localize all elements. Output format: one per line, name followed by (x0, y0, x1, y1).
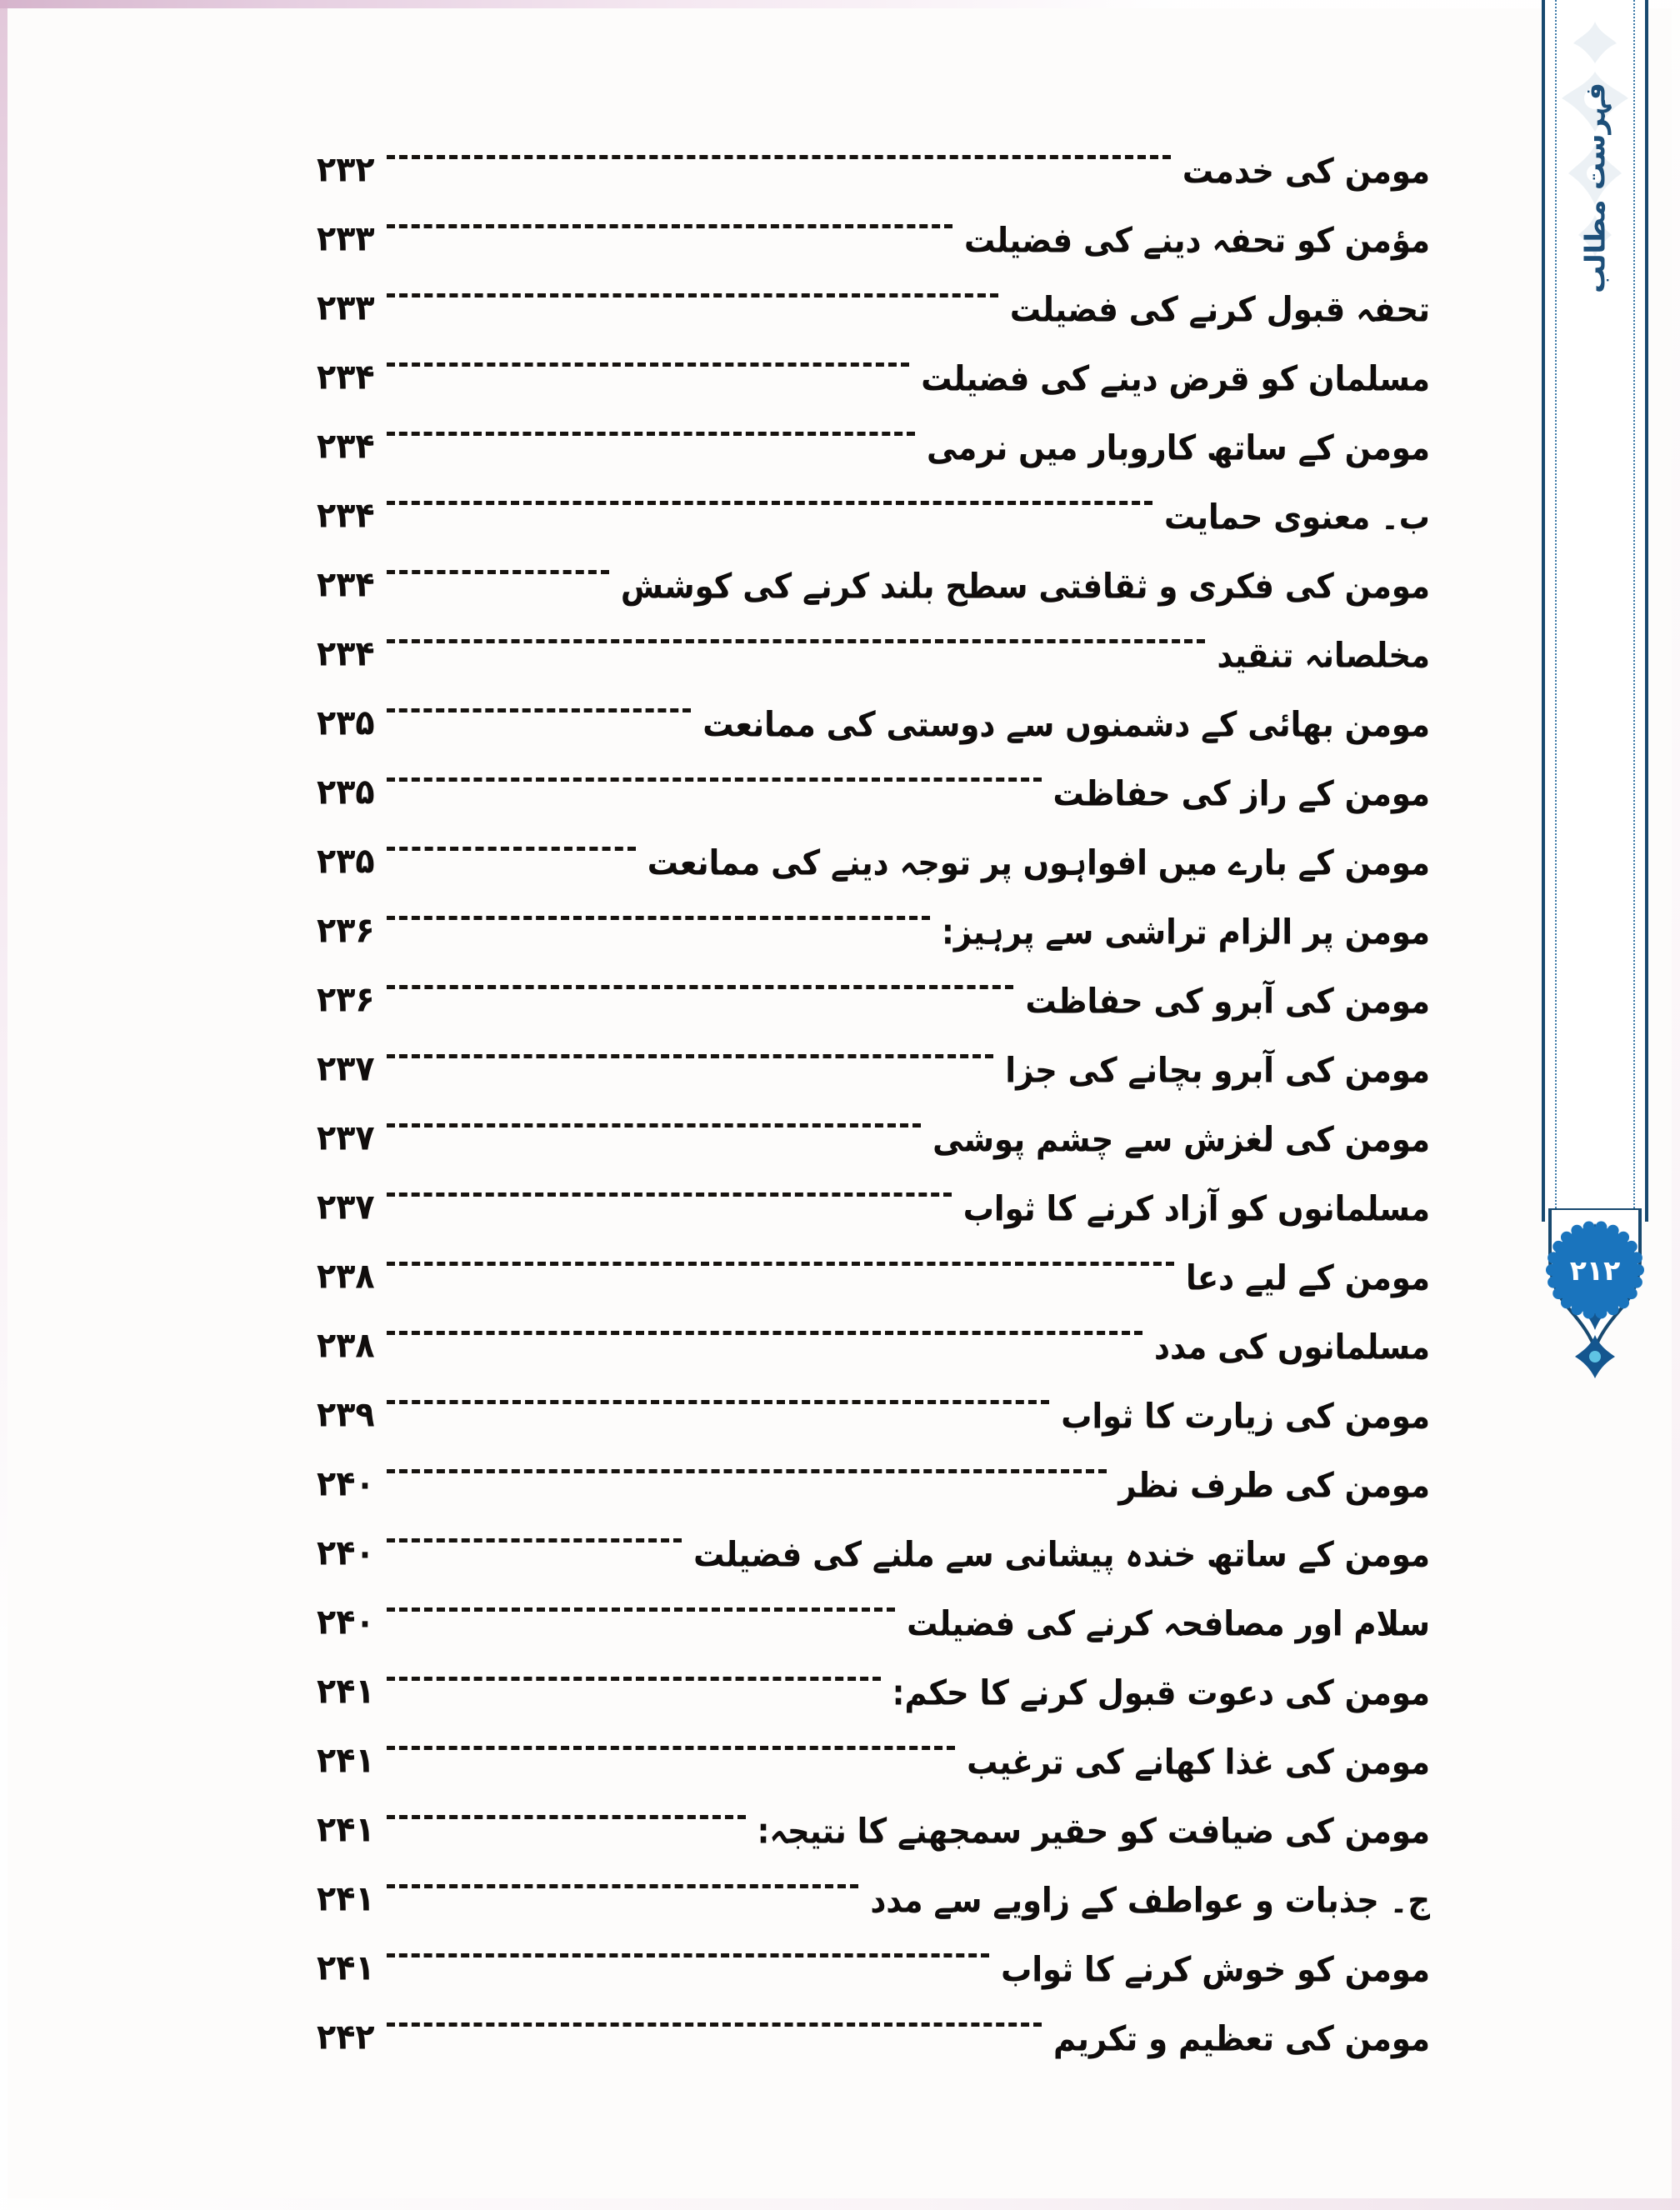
toc-entry-title: مومن کے لیے دعا (1186, 1258, 1430, 1298)
toc-entry-page-number: ۲۳۴ (317, 564, 375, 605)
page-number-badge (1542, 1217, 1648, 1323)
toc-entry-page-number: ۲۳۴ (317, 633, 375, 674)
toc-leader-dots (387, 2022, 1042, 2027)
toc-entry[interactable] (317, 1024, 1430, 1093)
toc-entry-page-number: ۲۳۵ (317, 702, 375, 743)
toc-entry[interactable] (317, 1647, 1430, 1716)
toc-leader-dots (387, 1884, 859, 1888)
toc-leader-dots (387, 639, 1206, 643)
toc-entry[interactable] (317, 1508, 1430, 1578)
toc-entry[interactable] (317, 886, 1430, 955)
toc-entry[interactable] (317, 1232, 1430, 1301)
toc-entry-title: مسلمان کو قرض دینے کی فضیلت (921, 358, 1430, 399)
toc-entry-title: مسلمانوں کی مدد (1153, 1327, 1430, 1368)
toc-entry[interactable] (317, 1439, 1430, 1508)
toc-entry-page-number: ۲۴۱ (317, 1671, 375, 1712)
toc-leader-dots (387, 778, 1042, 782)
toc-leader-dots (387, 847, 636, 851)
toc-leader-dots (387, 916, 930, 920)
toc-entry-page-number: ۲۳۷ (317, 1048, 375, 1089)
toc-entry[interactable] (317, 1301, 1430, 1370)
toc-entry-title: مومن پر الزام تراشی سے پرہیز: (941, 912, 1430, 952)
toc-entry-title: مومن کے ساتھ خندہ پیشانی سے ملنے کی فضیلت (693, 1534, 1430, 1575)
toc-entry[interactable] (317, 1162, 1430, 1232)
toc-entry-page-number: ۲۴۰ (317, 1463, 375, 1504)
toc-entry-title: مومن کی خدمت (1182, 151, 1430, 192)
toc-entry-page-number: ۲۳۵ (317, 772, 375, 812)
toc-leader-dots (387, 570, 609, 574)
toc-entry-page-number: ۲۳۷ (317, 1118, 375, 1158)
toc-entry-title: مومن کی غذا کھانے کی ترغیب (967, 1742, 1430, 1782)
page-number-text: ۲۱۲ (1569, 1253, 1621, 1287)
toc-entry[interactable] (317, 1370, 1430, 1439)
toc-entry-title: مومن کو خوش کرنے کا ثواب (1001, 1949, 1430, 1990)
toc-leader-dots (387, 1815, 746, 1819)
toc-entry-title: مومن بھائی کے دشمنوں سے دوستی کی ممانعت (702, 704, 1430, 745)
toc-leader-dots (387, 1469, 1108, 1473)
toc-entry[interactable] (317, 748, 1430, 817)
toc-entry-title: سلام اور مصافحہ کرنے کی فضیلت (907, 1603, 1430, 1644)
toc-entry-page-number: ۲۳۸ (317, 1256, 375, 1297)
toc-entry-title: مومن کی ضیافت کو حقیر سمجھنے کا نتیجہ: (757, 1811, 1430, 1852)
toc-entry-page-number: ۲۳۴ (317, 426, 375, 467)
toc-leader-dots (387, 1123, 922, 1128)
toc-entry-page-number: ۲۳۳ (317, 288, 375, 328)
toc-entry-page-number: ۲۳۲ (317, 149, 375, 190)
scan-edge-top (0, 0, 1680, 8)
toc-leader-dots (387, 432, 915, 436)
toc-entry[interactable] (317, 332, 1430, 402)
toc-entry-page-number: ۲۴۱ (317, 1809, 375, 1850)
toc-entry-page-number: ۲۳۴ (317, 495, 375, 536)
scan-edge-left (0, 0, 8, 2210)
toc-entry-title: مومن کے بارے میں افواہوں پر توجہ دینے کی ممانعت (647, 842, 1430, 883)
toc-entry-title: مومن کی آبرو بچانے کی جزا (1005, 1050, 1430, 1091)
toc-leader-dots (387, 708, 692, 712)
toc-entry-page-number: ۲۴۲ (317, 2017, 375, 2058)
toc-entry-page-number: ۲۴۰ (317, 1532, 375, 1573)
toc-entry-title: مخلصانہ تنقید (1217, 635, 1430, 676)
toc-entry[interactable] (317, 263, 1430, 332)
table-of-contents-list (317, 125, 1430, 2062)
toc-leader-dots (387, 1400, 1050, 1404)
toc-entry-page-number: ۲۳۳ (317, 218, 375, 259)
toc-entry-page-number: ۲۳۷ (317, 1187, 375, 1228)
toc-entry[interactable] (317, 402, 1430, 471)
toc-entry[interactable] (317, 1093, 1430, 1162)
toc-entry[interactable] (317, 955, 1430, 1024)
toc-entry-page-number: ۲۳۵ (317, 841, 375, 882)
toc-entry-title: مومن کی تعظیم و تکریم (1052, 2018, 1430, 2059)
toc-leader-dots (387, 224, 952, 228)
toc-entry-page-number: ۲۳۸ (317, 1325, 375, 1366)
toc-leader-dots (387, 362, 910, 367)
toc-entry-title: ب۔ معنوی حمایت (1163, 497, 1430, 538)
toc-entry[interactable] (317, 609, 1430, 678)
toc-entry-title: ج۔ جذبات و عواطف کے زاویے سے مدد (870, 1880, 1430, 1921)
toc-entry-page-number: ۲۴۱ (317, 1948, 375, 1988)
toc-entry[interactable] (317, 540, 1430, 609)
toc-entry-page-number: ۲۴۰ (317, 1602, 375, 1642)
toc-leader-dots (387, 293, 998, 298)
toc-entry[interactable] (317, 194, 1430, 263)
toc-entry-title: مومن کی طرف نظر (1118, 1465, 1430, 1506)
toc-entry-page-number: ۲۳۹ (317, 1394, 375, 1435)
scan-edge-bottom (0, 2198, 1680, 2210)
toc-entry-title: مومن کے ساتھ کاروبار میں نرمی (927, 428, 1430, 468)
toc-entry-title: مومن کی لغزش سے چشم پوشی (932, 1119, 1430, 1160)
toc-entry-title: مومن کی زیارت کا ثواب (1061, 1396, 1430, 1437)
scan-edge-right (1672, 0, 1680, 2210)
toc-leader-dots (387, 1192, 952, 1197)
toc-entry-page-number: ۲۳۴ (317, 357, 375, 398)
toc-entry-title: مومن کی فکری و ثقافتی سطح بلند کرنے کی کوشش (620, 566, 1430, 607)
toc-leader-dots (387, 985, 1014, 989)
toc-entry-page-number: ۲۳۶ (317, 979, 375, 1020)
sidebar-vertical-title: فہرست مطالب (1578, 82, 1612, 293)
toc-entry[interactable] (317, 471, 1430, 540)
toc-entry-title: مسلمانوں کو آزاد کرنے کا ثواب (962, 1188, 1430, 1229)
toc-leader-dots (387, 1608, 895, 1612)
toc-entry-title: مؤمن کو تحفہ دینے کی فضیلت (964, 220, 1430, 261)
toc-leader-dots (387, 1331, 1142, 1335)
toc-leader-dots (387, 1953, 990, 1958)
toc-leader-dots (387, 1054, 994, 1058)
toc-entry[interactable] (317, 1716, 1430, 1785)
toc-entry-page-number: ۲۴۱ (317, 1878, 375, 1919)
toc-entry-page-number: ۲۳۶ (317, 910, 375, 951)
toc-leader-dots (387, 1262, 1174, 1266)
toc-entry[interactable] (317, 1854, 1430, 1923)
toc-entry-title: مومن کی آبرو کی حفاظت (1025, 981, 1430, 1022)
toc-entry[interactable] (317, 1992, 1430, 2062)
toc-entry-title: مومن کے راز کی حفاظت (1052, 773, 1430, 814)
toc-entry-page-number: ۲۴۱ (317, 1740, 375, 1781)
toc-entry[interactable] (317, 1578, 1430, 1647)
decorative-side-band (1542, 0, 1648, 1222)
toc-leader-dots (387, 155, 1171, 159)
toc-entry[interactable] (317, 1923, 1430, 1992)
toc-entry[interactable] (317, 125, 1430, 194)
toc-leader-dots (387, 1538, 682, 1542)
toc-entry[interactable] (317, 817, 1430, 886)
toc-leader-dots (387, 501, 1152, 505)
toc-leader-dots (387, 1746, 956, 1750)
toc-entry[interactable] (317, 1785, 1430, 1854)
toc-leader-dots (387, 1677, 881, 1681)
toc-entry-title: تحفہ قبول کرنے کی فضیلت (1009, 289, 1430, 330)
toc-entry[interactable] (317, 678, 1430, 748)
toc-entry-title: مومن کی دعوت قبول کرنے کا حکم: (892, 1672, 1430, 1713)
